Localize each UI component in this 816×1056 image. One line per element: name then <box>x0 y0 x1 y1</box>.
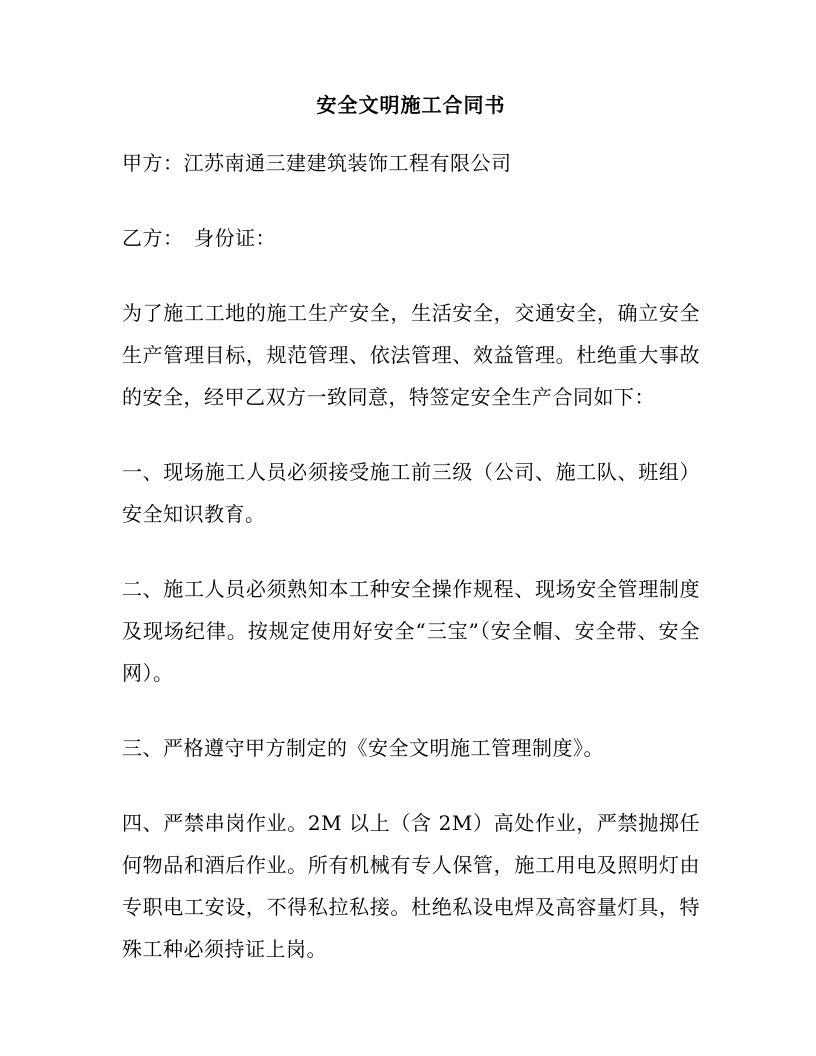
document-title: 安全文明施工合同书 <box>316 93 506 117</box>
clause-1-paragraph: 一、现场施工人员必须接受施工前三级（公司、施工队、班组）安全知识教育。 <box>122 460 700 526</box>
clause-3-paragraph: 三、严格遵守甲方制定的《安全文明施工管理制度》。 <box>122 736 604 760</box>
party-b-line: 乙方： 身份证： <box>122 226 276 250</box>
clause-2-paragraph: 二、施工人员必须熟知本工种安全操作规程、现场安全管理制度及现场纪律。按规定使用好安全“三宝”（安全帽、安全带、安全网）。 <box>122 577 700 685</box>
clause-4-paragraph: 四、严禁串岗作业。2M 以上（含 2M）高处作业，严禁抛掷任何物品和酒后作业。所有机械有专人保管，施工用电及照明灯由专职电工安设，不得私拉私接。杜绝私设电焊及高容量灯具，特殊工种必须持证上岗。 <box>122 811 700 961</box>
party-a-line: 甲方：江苏南通三建建筑装饰工程有限公司 <box>122 151 512 175</box>
preamble-paragraph: 为了施工工地的施工生产安全，生活安全，交通安全，确立安全生产管理目标，规范管理、依法管理、效益管理。杜绝重大事故的安全，经甲乙双方一致同意，特签定安全生产合同如下： <box>122 301 700 409</box>
